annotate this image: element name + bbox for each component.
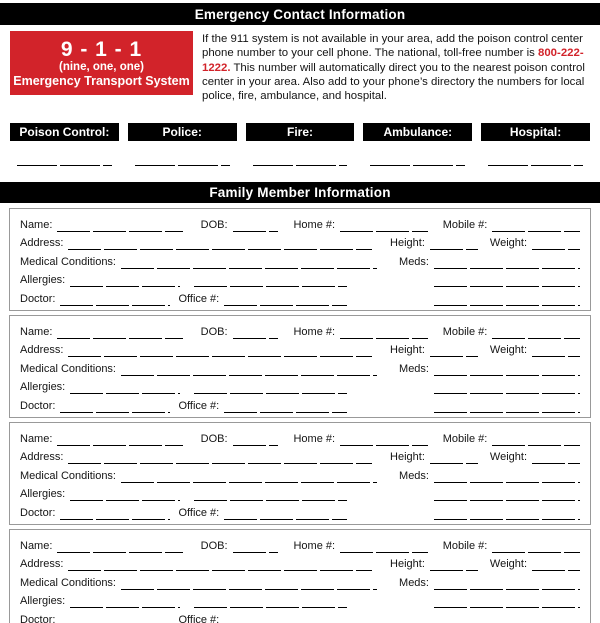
doctor-blank-line [60,507,170,520]
name-blank-line [57,326,182,339]
address-blank-line [68,237,372,250]
member-row-address [20,339,580,358]
height-label: Height: [390,237,425,250]
height-blank-line [430,344,478,357]
home-phone-blank-line [340,433,428,446]
intro-section [10,31,590,103]
dob-label: DOB: [200,325,228,338]
dob-blank-line [233,433,279,446]
home-phone-label: Home #: [293,432,336,445]
ambulance-blank-line [370,152,465,166]
contact-blank-line-row [10,152,590,166]
office-phone-blank-line [224,400,347,413]
police-blank-line [135,152,230,166]
family-member-block [9,529,591,623]
member-row-address [20,553,580,572]
medical-conditions-label: Medical Conditions: [20,362,116,375]
height-label: Height: [390,451,425,464]
address-label: Address: [20,451,64,464]
mobile-phone-label: Mobile #: [442,432,488,445]
weight-label: Weight: [489,344,527,357]
contact-label-ambulance: Ambulance: [363,123,472,141]
office-phone-label: Office #: [178,613,220,623]
member-row-allergies [20,269,580,288]
home-phone-blank-line [340,219,428,232]
weight-blank-line [532,344,580,357]
address-label: Address: [20,237,64,250]
office-phone-label: Office #: [178,506,220,519]
home-phone-label: Home #: [293,325,336,338]
emergency-section-title: Emergency Contact Information [194,6,406,22]
contact-label-hospital: Hospital: [481,123,590,141]
dob-blank-line [233,219,279,232]
weight-label: Weight: [489,451,527,464]
name-blank-line [57,433,182,446]
weight-blank-line [532,558,580,571]
family-section-title-bar [0,182,600,203]
911-caption: Emergency Transport System [13,74,190,88]
member-row-address [20,446,580,465]
mobile-phone-blank-line [492,540,580,553]
member-row-name [20,427,580,446]
member-row-name [20,213,580,232]
medical-conditions-blank-line [121,470,377,483]
member-row-doctor [20,608,580,623]
address-label: Address: [20,558,64,571]
allergies-blank-line [70,595,180,608]
address-blank-line [68,451,372,464]
member-row-allergies [20,483,580,502]
contact-label-fire: Fire: [246,123,355,141]
poison-control-phone-number: 800-222-1222. [202,47,584,74]
office-phone-blank-line [224,614,347,623]
weight-blank-line [532,451,580,464]
family-member-block [9,315,591,418]
mobile-phone-blank-line [492,219,580,232]
mobile-phone-label: Mobile #: [442,539,488,552]
medical-conditions-blank-line [121,363,377,376]
member-row-doctor [20,394,580,413]
mobile-phone-label: Mobile #: [442,218,488,231]
address-label: Address: [20,344,64,357]
allergies-blank-line [70,488,180,501]
allergies-blank-line [70,274,180,287]
office-phone-label: Office #: [178,292,220,305]
office-phone-blank-line [224,293,347,306]
poison-control-instructions [202,32,590,103]
hospital-blank-line [488,152,583,166]
meds-continuation-line [434,274,580,287]
doctor-blank-line [60,400,170,413]
family-member-block [9,422,591,525]
meds-continuation-line-2 [434,293,580,306]
height-blank-line [430,451,478,464]
mobile-phone-label: Mobile #: [442,325,488,338]
doctor-label: Doctor: [20,506,56,519]
doctor-blank-line [60,293,170,306]
dob-blank-line [233,326,279,339]
name-blank-line [57,219,182,232]
meds-blank-line [434,256,580,269]
member-row-allergies [20,590,580,609]
name-label: Name: [20,539,53,552]
member-row-name [20,534,580,553]
medical-conditions-blank-line [121,577,377,590]
member-row-address [20,232,580,251]
contact-label-poison-control: Poison Control: [10,123,119,141]
dob-blank-line [233,540,279,553]
medical-conditions-blank-line [121,256,377,269]
contact-label-police: Police: [128,123,237,141]
member-row-medical [20,250,580,269]
height-blank-line [430,558,478,571]
mobile-phone-blank-line [492,326,580,339]
address-blank-line [68,558,372,571]
office-phone-label: Office #: [178,399,220,412]
allergies-label: Allergies: [20,488,66,501]
office-phone-blank-line [224,507,347,520]
family-section-title: Family Member Information [209,185,391,201]
home-phone-label: Home #: [293,218,336,231]
dob-label: DOB: [200,218,228,231]
contact-label-row [10,123,590,141]
instructions-after-phone: This number will automatically direct you to the nearest poison control center in your area. Also add to your phone’s directory the numbers for local police, fire, ambulance, and hospital. [202,61,585,103]
member-row-medical [20,464,580,483]
doctor-label: Doctor: [20,292,56,305]
meds-continuation-line [434,595,580,608]
doctor-label: Doctor: [20,613,56,623]
member-row-doctor [20,501,580,520]
address-blank-line [68,344,372,357]
meds-label: Meds: [399,362,429,375]
meds-label: Meds: [399,255,429,268]
911-subtitle: (nine, one, one) [59,61,144,73]
medical-conditions-label: Medical Conditions: [20,469,116,482]
allergies-continuation-line [194,488,347,501]
meds-label: Meds: [399,576,429,589]
family-member-list [0,208,600,623]
meds-blank-line [434,577,580,590]
emergency-section-title-bar [0,3,600,25]
family-member-block [9,208,591,311]
allergies-continuation-line [194,381,347,394]
mobile-phone-blank-line [492,433,580,446]
doctor-label: Doctor: [20,399,56,412]
member-row-medical [20,571,580,590]
height-blank-line [430,237,478,250]
home-phone-blank-line [340,540,428,553]
meds-blank-line [434,363,580,376]
member-row-medical [20,357,580,376]
home-phone-label: Home #: [293,539,336,552]
name-label: Name: [20,218,53,231]
dob-label: DOB: [200,539,228,552]
medical-conditions-label: Medical Conditions: [20,576,116,589]
member-row-name [20,320,580,339]
doctor-blank-line [60,614,170,623]
allergies-label: Allergies: [20,381,66,394]
fire-blank-line [253,152,348,166]
home-phone-blank-line [340,326,428,339]
meds-continuation-line-2 [434,614,580,623]
911-number: 9 - 1 - 1 [60,38,143,61]
height-label: Height: [390,558,425,571]
meds-continuation-line [434,381,580,394]
911-call-box [10,31,193,95]
meds-continuation-line [434,488,580,501]
meds-continuation-line-2 [434,507,580,520]
meds-label: Meds: [399,469,429,482]
allergies-continuation-line [194,274,347,287]
medical-conditions-label: Medical Conditions: [20,255,116,268]
member-row-allergies [20,376,580,395]
name-blank-line [57,540,182,553]
allergies-blank-line [70,381,180,394]
name-label: Name: [20,325,53,338]
poison-control-blank-line [17,152,112,166]
meds-blank-line [434,470,580,483]
height-label: Height: [390,344,425,357]
allergies-continuation-line [194,595,347,608]
meds-continuation-line-2 [434,400,580,413]
name-label: Name: [20,432,53,445]
dob-label: DOB: [200,432,228,445]
weight-blank-line [532,237,580,250]
weight-label: Weight: [489,558,527,571]
instructions-before-phone: If the 911 system is not available in your area, add the poison control center phone number to your cell phone. The national, toll-free number is [202,33,583,60]
allergies-label: Allergies: [20,595,66,608]
allergies-label: Allergies: [20,274,66,287]
weight-label: Weight: [489,237,527,250]
member-row-doctor [20,287,580,306]
